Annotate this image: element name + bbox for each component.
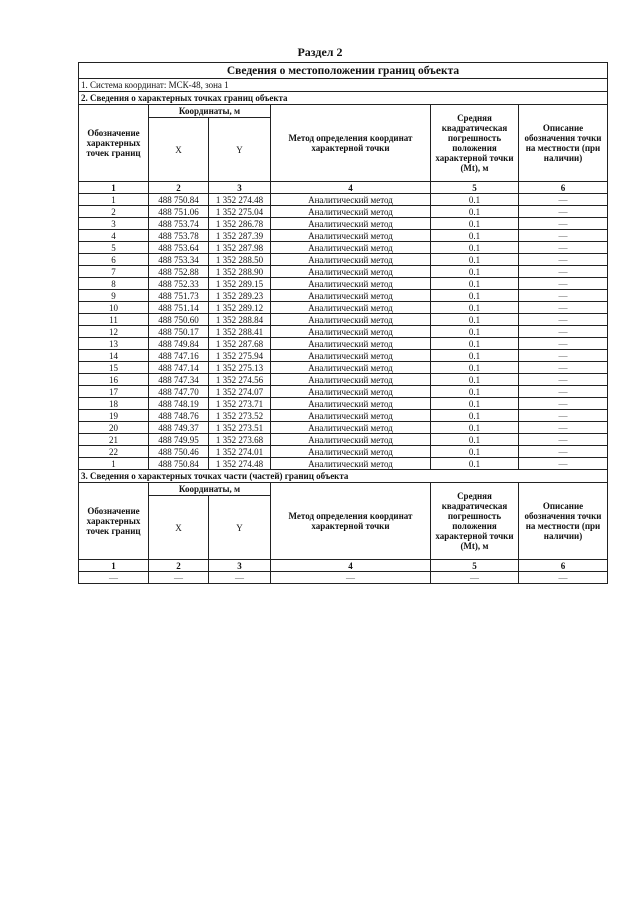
- accuracy-cell: —: [431, 572, 519, 584]
- coord-y: 1 352 273.51: [209, 422, 271, 434]
- method-cell: Аналитический метод: [271, 326, 431, 338]
- table-row: [79, 290, 608, 302]
- point-number: 1: [79, 458, 149, 470]
- method-cell: —: [271, 572, 431, 584]
- header-description: Описание обозначения точки на местности (при наличии): [519, 105, 608, 182]
- column-number: 3: [209, 560, 271, 572]
- coord-y: 1 352 273.68: [209, 434, 271, 446]
- method-cell: Аналитический метод: [271, 362, 431, 374]
- point-number: 16: [79, 374, 149, 386]
- method-cell: Аналитический метод: [271, 290, 431, 302]
- point-number: —: [79, 572, 149, 584]
- coord-x: 488 751.06: [149, 206, 209, 218]
- coord-y: 1 352 289.15: [209, 278, 271, 290]
- point-number: 12: [79, 326, 149, 338]
- point-number: 2: [79, 206, 149, 218]
- coord-y: 1 352 287.98: [209, 242, 271, 254]
- description-cell: —: [519, 422, 608, 434]
- doc-title: Сведения о местоположении границ объекта: [79, 63, 608, 79]
- points-body: [79, 194, 608, 470]
- method-cell: Аналитический метод: [271, 386, 431, 398]
- accuracy-cell: 0.1: [431, 230, 519, 242]
- table-row: [79, 326, 608, 338]
- description-cell: —: [519, 398, 608, 410]
- column-number: 1: [79, 182, 149, 194]
- method-cell: Аналитический метод: [271, 194, 431, 206]
- point-number: 10: [79, 302, 149, 314]
- description-cell: —: [519, 266, 608, 278]
- table-row: [79, 206, 608, 218]
- coord-x: 488 749.37: [149, 422, 209, 434]
- coord-y: 1 352 289.12: [209, 302, 271, 314]
- method-cell: Аналитический метод: [271, 206, 431, 218]
- accuracy-cell: 0.1: [431, 458, 519, 470]
- coord-y: 1 352 275.04: [209, 206, 271, 218]
- method-cell: Аналитический метод: [271, 434, 431, 446]
- point-number: 19: [79, 410, 149, 422]
- accuracy-cell: 0.1: [431, 266, 519, 278]
- coord-x: 488 750.17: [149, 326, 209, 338]
- table-row: [79, 266, 608, 278]
- coord-y: 1 352 288.41: [209, 326, 271, 338]
- description-cell: —: [519, 254, 608, 266]
- table-row: [79, 458, 608, 470]
- point-number: 21: [79, 434, 149, 446]
- coord-y: 1 352 275.13: [209, 362, 271, 374]
- description-cell: —: [519, 206, 608, 218]
- table-row: [79, 422, 608, 434]
- method-cell: Аналитический метод: [271, 458, 431, 470]
- accuracy-cell: 0.1: [431, 446, 519, 458]
- accuracy-cell: 0.1: [431, 398, 519, 410]
- coord-x: —: [149, 572, 209, 584]
- coord-system: 1. Система координат: МСК-48, зона 1: [79, 79, 608, 92]
- column-number: 5: [431, 182, 519, 194]
- coord-x: 488 752.88: [149, 266, 209, 278]
- column-number: 1: [79, 560, 149, 572]
- method-cell: Аналитический метод: [271, 350, 431, 362]
- table-row: [79, 254, 608, 266]
- method-cell: Аналитический метод: [271, 278, 431, 290]
- description-cell: —: [519, 230, 608, 242]
- header-y: Y: [209, 496, 271, 560]
- method-cell: Аналитический метод: [271, 422, 431, 434]
- header-method: Метод определения координат характерной точки: [271, 105, 431, 182]
- method-cell: Аналитический метод: [271, 374, 431, 386]
- coord-y: 1 352 274.48: [209, 194, 271, 206]
- point-number: 14: [79, 350, 149, 362]
- coord-x: 488 753.34: [149, 254, 209, 266]
- description-cell: —: [519, 338, 608, 350]
- point-number: 1: [79, 194, 149, 206]
- method-cell: Аналитический метод: [271, 446, 431, 458]
- method-cell: Аналитический метод: [271, 338, 431, 350]
- accuracy-cell: 0.1: [431, 338, 519, 350]
- description-cell: —: [519, 374, 608, 386]
- table-row: [79, 230, 608, 242]
- header-x: X: [149, 496, 209, 560]
- coord-x: 488 751.73: [149, 290, 209, 302]
- header-accuracy: Средняя квадратическая погрешность положения характерной точки (Мt), м: [431, 105, 519, 182]
- column-number: 4: [271, 182, 431, 194]
- column-number: 2: [149, 560, 209, 572]
- method-cell: Аналитический метод: [271, 254, 431, 266]
- accuracy-cell: 0.1: [431, 206, 519, 218]
- table-row: [79, 314, 608, 326]
- column-number: 5: [431, 560, 519, 572]
- table-row: [79, 338, 608, 350]
- point-number: 17: [79, 386, 149, 398]
- accuracy-cell: 0.1: [431, 350, 519, 362]
- point-number: 20: [79, 422, 149, 434]
- accuracy-cell: 0.1: [431, 422, 519, 434]
- accuracy-cell: 0.1: [431, 362, 519, 374]
- coord-y: —: [209, 572, 271, 584]
- coord-x: 488 750.60: [149, 314, 209, 326]
- coord-y: 1 352 288.84: [209, 314, 271, 326]
- boundary-table: [78, 62, 608, 584]
- description-cell: —: [519, 242, 608, 254]
- description-cell: —: [519, 434, 608, 446]
- description-cell: —: [519, 572, 608, 584]
- table-row: [79, 194, 608, 206]
- accuracy-cell: 0.1: [431, 218, 519, 230]
- description-cell: —: [519, 326, 608, 338]
- description-cell: —: [519, 458, 608, 470]
- description-cell: —: [519, 278, 608, 290]
- header-designation: Обозначение характерных точек границ: [79, 483, 149, 560]
- point-number: 7: [79, 266, 149, 278]
- table-row: [79, 410, 608, 422]
- coord-x: 488 749.95: [149, 434, 209, 446]
- coord-x: 488 753.74: [149, 218, 209, 230]
- accuracy-cell: 0.1: [431, 302, 519, 314]
- table-row: [79, 446, 608, 458]
- coord-y: 1 352 288.90: [209, 266, 271, 278]
- coord-x: 488 747.34: [149, 374, 209, 386]
- description-cell: —: [519, 386, 608, 398]
- coord-y: 1 352 274.07: [209, 386, 271, 398]
- header-description: Описание обозначения точки на местности (при наличии): [519, 483, 608, 560]
- table-row: [79, 350, 608, 362]
- method-cell: Аналитический метод: [271, 230, 431, 242]
- coord-x: 488 748.19: [149, 398, 209, 410]
- point-number: 3: [79, 218, 149, 230]
- section-title: Раздел 2: [297, 45, 343, 59]
- point-number: 22: [79, 446, 149, 458]
- coord-x: 488 747.16: [149, 350, 209, 362]
- header-y: Y: [209, 118, 271, 182]
- point-number: 8: [79, 278, 149, 290]
- table-row: [79, 398, 608, 410]
- coord-x: 488 747.70: [149, 386, 209, 398]
- point-number: 11: [79, 314, 149, 326]
- method-cell: Аналитический метод: [271, 302, 431, 314]
- table-row: [79, 386, 608, 398]
- coord-x: 488 749.84: [149, 338, 209, 350]
- coord-y: 1 352 287.39: [209, 230, 271, 242]
- table-row: [79, 242, 608, 254]
- coord-x: 488 748.76: [149, 410, 209, 422]
- part-points-body: [79, 572, 608, 584]
- description-cell: —: [519, 410, 608, 422]
- section2-title: 2. Сведения о характерных точках границ объекта: [79, 92, 608, 105]
- point-number: 6: [79, 254, 149, 266]
- point-number: 9: [79, 290, 149, 302]
- accuracy-cell: 0.1: [431, 242, 519, 254]
- description-cell: —: [519, 194, 608, 206]
- method-cell: Аналитический метод: [271, 266, 431, 278]
- description-cell: —: [519, 314, 608, 326]
- description-cell: —: [519, 302, 608, 314]
- column-number: 6: [519, 182, 608, 194]
- method-cell: Аналитический метод: [271, 398, 431, 410]
- accuracy-cell: 0.1: [431, 374, 519, 386]
- column-number: 3: [209, 182, 271, 194]
- coord-y: 1 352 286.78: [209, 218, 271, 230]
- table-row: [79, 278, 608, 290]
- table-row: [79, 302, 608, 314]
- coord-x: 488 751.14: [149, 302, 209, 314]
- table-row: [79, 218, 608, 230]
- coord-x: 488 750.84: [149, 458, 209, 470]
- point-number: 5: [79, 242, 149, 254]
- accuracy-cell: 0.1: [431, 278, 519, 290]
- header-x: X: [149, 118, 209, 182]
- coord-y: 1 352 273.71: [209, 398, 271, 410]
- description-cell: —: [519, 218, 608, 230]
- accuracy-cell: 0.1: [431, 386, 519, 398]
- accuracy-cell: 0.1: [431, 410, 519, 422]
- coord-y: 1 352 287.68: [209, 338, 271, 350]
- method-cell: Аналитический метод: [271, 410, 431, 422]
- method-cell: Аналитический метод: [271, 242, 431, 254]
- accuracy-cell: 0.1: [431, 434, 519, 446]
- header-designation: Обозначение характерных точек границ: [79, 105, 149, 182]
- description-cell: —: [519, 446, 608, 458]
- accuracy-cell: 0.1: [431, 314, 519, 326]
- coord-y: 1 352 273.52: [209, 410, 271, 422]
- description-cell: —: [519, 290, 608, 302]
- point-number: 13: [79, 338, 149, 350]
- coord-y: 1 352 288.50: [209, 254, 271, 266]
- coord-x: 488 752.33: [149, 278, 209, 290]
- coord-y: 1 352 274.01: [209, 446, 271, 458]
- description-cell: —: [519, 362, 608, 374]
- accuracy-cell: 0.1: [431, 254, 519, 266]
- point-number: 4: [79, 230, 149, 242]
- column-number: 6: [519, 560, 608, 572]
- table-row: [79, 572, 608, 584]
- coord-x: 488 753.78: [149, 230, 209, 242]
- point-number: 18: [79, 398, 149, 410]
- description-cell: —: [519, 350, 608, 362]
- method-cell: Аналитический метод: [271, 218, 431, 230]
- method-cell: Аналитический метод: [271, 314, 431, 326]
- header-accuracy: Средняя квадратическая погрешность положения характерной точки (Мt), м: [431, 483, 519, 560]
- table-row: [79, 362, 608, 374]
- header-coordinates: Координаты, м: [149, 483, 271, 496]
- point-number: 15: [79, 362, 149, 374]
- table-row: [79, 374, 608, 386]
- column-number: 4: [271, 560, 431, 572]
- column-number: 2: [149, 182, 209, 194]
- accuracy-cell: 0.1: [431, 290, 519, 302]
- coord-x: 488 747.14: [149, 362, 209, 374]
- table-row: [79, 434, 608, 446]
- coord-x: 488 750.46: [149, 446, 209, 458]
- coord-y: 1 352 274.56: [209, 374, 271, 386]
- coord-x: 488 753.64: [149, 242, 209, 254]
- accuracy-cell: 0.1: [431, 194, 519, 206]
- coord-y: 1 352 289.23: [209, 290, 271, 302]
- header-coordinates: Координаты, м: [149, 105, 271, 118]
- coord-x: 488 750.84: [149, 194, 209, 206]
- coord-y: 1 352 275.94: [209, 350, 271, 362]
- header-method: Метод определения координат характерной точки: [271, 483, 431, 560]
- coord-y: 1 352 274.48: [209, 458, 271, 470]
- accuracy-cell: 0.1: [431, 326, 519, 338]
- section3-title: 3. Сведения о характерных точках части (частей) границ объекта: [79, 470, 608, 483]
